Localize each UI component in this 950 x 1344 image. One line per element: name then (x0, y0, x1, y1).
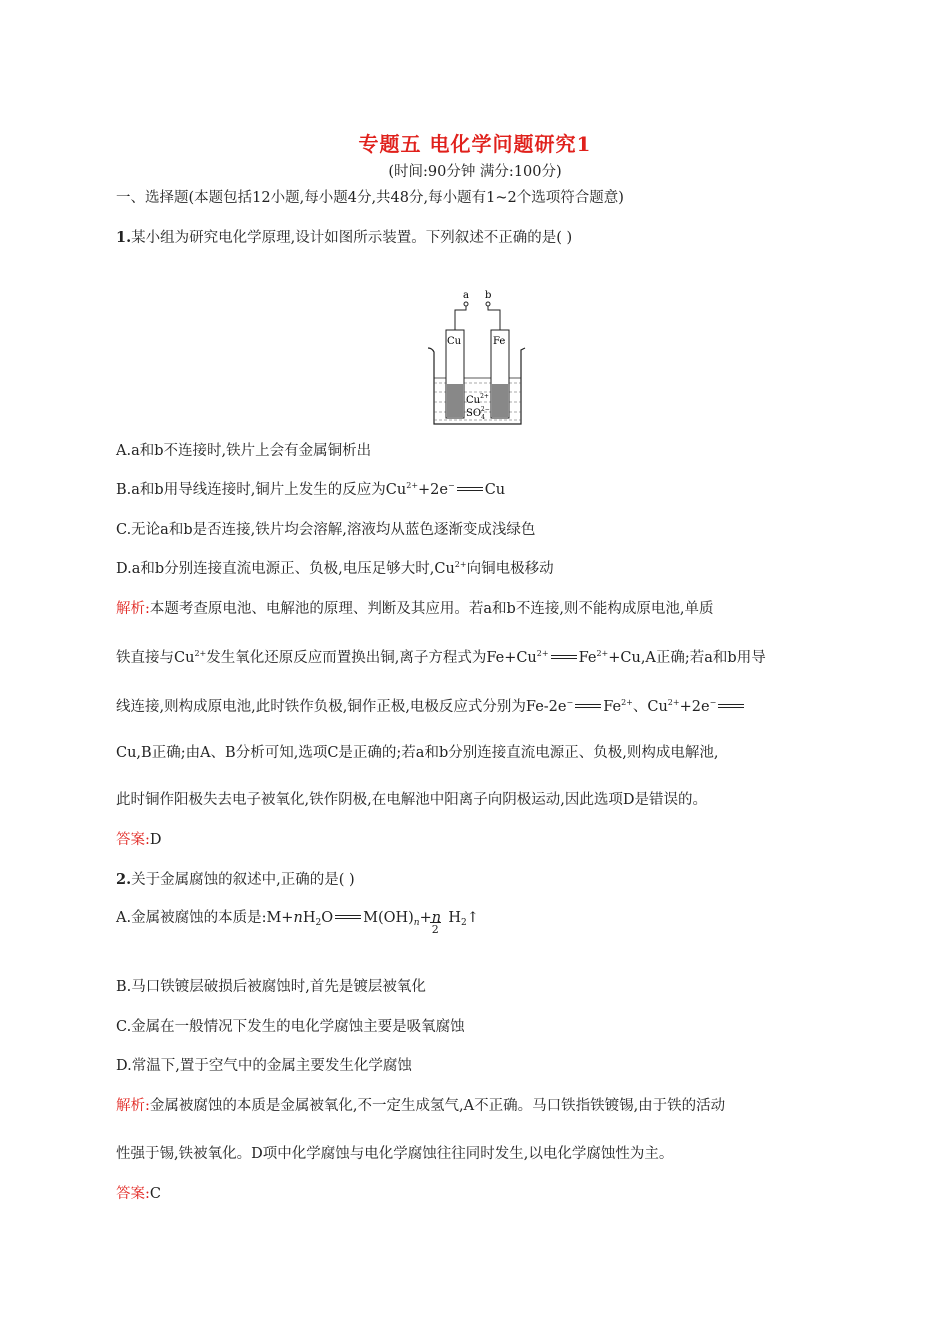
terminal-b-label: b (485, 290, 492, 301)
q1-analysis-label: 解析: (116, 601, 150, 617)
q1-stem-text: 某小组为研究电化学原理,设计如图所示装置。下列叙述不正确的是( ) (131, 230, 573, 246)
q2-answer (116, 1184, 836, 1204)
page-title: 专题五 电化学问题研究1 (358, 132, 592, 156)
q1-analysis-line-3: 线连接,则构成原电池,此时铁作负极,铜作正极,电极反应式分别为Fe-2e− $Fe^{2+}$、$Cu^{2+}+2e^-$ (116, 697, 836, 717)
q2-analysis-line-2: 性强于锡,铁被氧化。D项中化学腐蚀与电化学腐蚀往往同时发生,以电化学腐蚀性为主。 (116, 1146, 674, 1162)
q2-option-d: D.常温下,置于空气中的金属主要发生化学腐蚀 (116, 1058, 412, 1074)
iron-label: Fe (493, 336, 506, 347)
q1-option-a: A.a和b不连接时,铁片上会有金属铜析出 (116, 443, 372, 459)
q2-analysis-line-1: 解析:金属被腐蚀的本质是金属被氧化,不一定生成氢气,A不正确。马口铁指铁镀锡,由于铁的活动 (116, 1098, 726, 1114)
q2-analysis-label: 解析: (116, 1098, 150, 1114)
q2-option-c: C.金属在一般情况下发生的电化学腐蚀主要是吸氧腐蚀 (116, 1019, 465, 1035)
ion-cu-label: $Cu^{2+}$ (466, 393, 489, 406)
q1-stem (116, 228, 836, 248)
q1-option-d: D.a和b分别连接直流电源正、负极,电压足够大时$,Cu^{2+}$向铜电极移动 (116, 560, 554, 577)
q1-number: 1. (116, 229, 132, 246)
page-subtitle: (时间:90分钟 满分:100分) (388, 164, 562, 180)
q1-option-c: C.无论a和b是否连接,铁片均会溶解,溶液均从蓝色逐渐变成浅绿色 (116, 522, 536, 538)
q1-analysis-line-4: Cu,B正确;由A、B分析可知,选项C是正确的;若a和b分别连接直流电源正、负极,则构成电解池, (116, 745, 719, 761)
terminal-b (486, 302, 490, 306)
q2-number: 2. (116, 871, 132, 888)
section-heading: 一、选择题(本题包括12小题,每小题4分,共48分,每小题有1~2个选项符合题意) (116, 190, 624, 206)
q1-analysis-line-2: 铁直接与$Cu^{2+}$发生氧化还原反应而置换出铜,离子方程式为$Fe+Cu^{2+}$ $Fe^{2+}+Cu,A$正确;若a和b用导 (116, 649, 766, 666)
q2-answer-value: C (149, 1186, 161, 1202)
terminal-a (464, 302, 468, 306)
q2-stem-text: 关于金属腐蚀的叙述中,正确的是( ) (131, 872, 355, 888)
q1-analysis-line-5: 此时铜作阳极失去电子被氧化,铁作阴极,在电解池中阳离子向阴极运动,因此选项D是错误的。 (116, 792, 707, 808)
q1-answer (116, 830, 836, 850)
q2-answer-label: 答案: (116, 1186, 150, 1202)
q2-option-a: A.金属被腐蚀的本质是$:M+nH_2O$ $M(OH)_n+n$ 2 $H_2↑$ (116, 910, 479, 936)
q1-option-b: B.a和b用导线连接时,铜片上发生的反应为$Cu^{2+}+2e^-$ Cu (116, 481, 506, 498)
wire-right (488, 306, 500, 330)
copper-label: Cu (447, 336, 462, 347)
q1-answer-label: 答案: (116, 832, 150, 848)
q2-stem (116, 870, 836, 890)
terminal-a-label: a (463, 290, 469, 301)
ion-so4-label: $SO_42-$ (466, 406, 490, 421)
wire-left (455, 306, 466, 330)
q2-option-b: B.马口铁镀层破损后被腐蚀时,首先是镀层被氧化 (116, 979, 426, 995)
q1-analysis-line-1: 解析:本题考查原电池、电解池的原理、判断及其应用。若a和b不连接,则不能构成原电池,单质 (116, 601, 714, 617)
electrochemistry-apparatus-diagram (426, 288, 526, 433)
q1-answer-value: D (149, 832, 162, 848)
